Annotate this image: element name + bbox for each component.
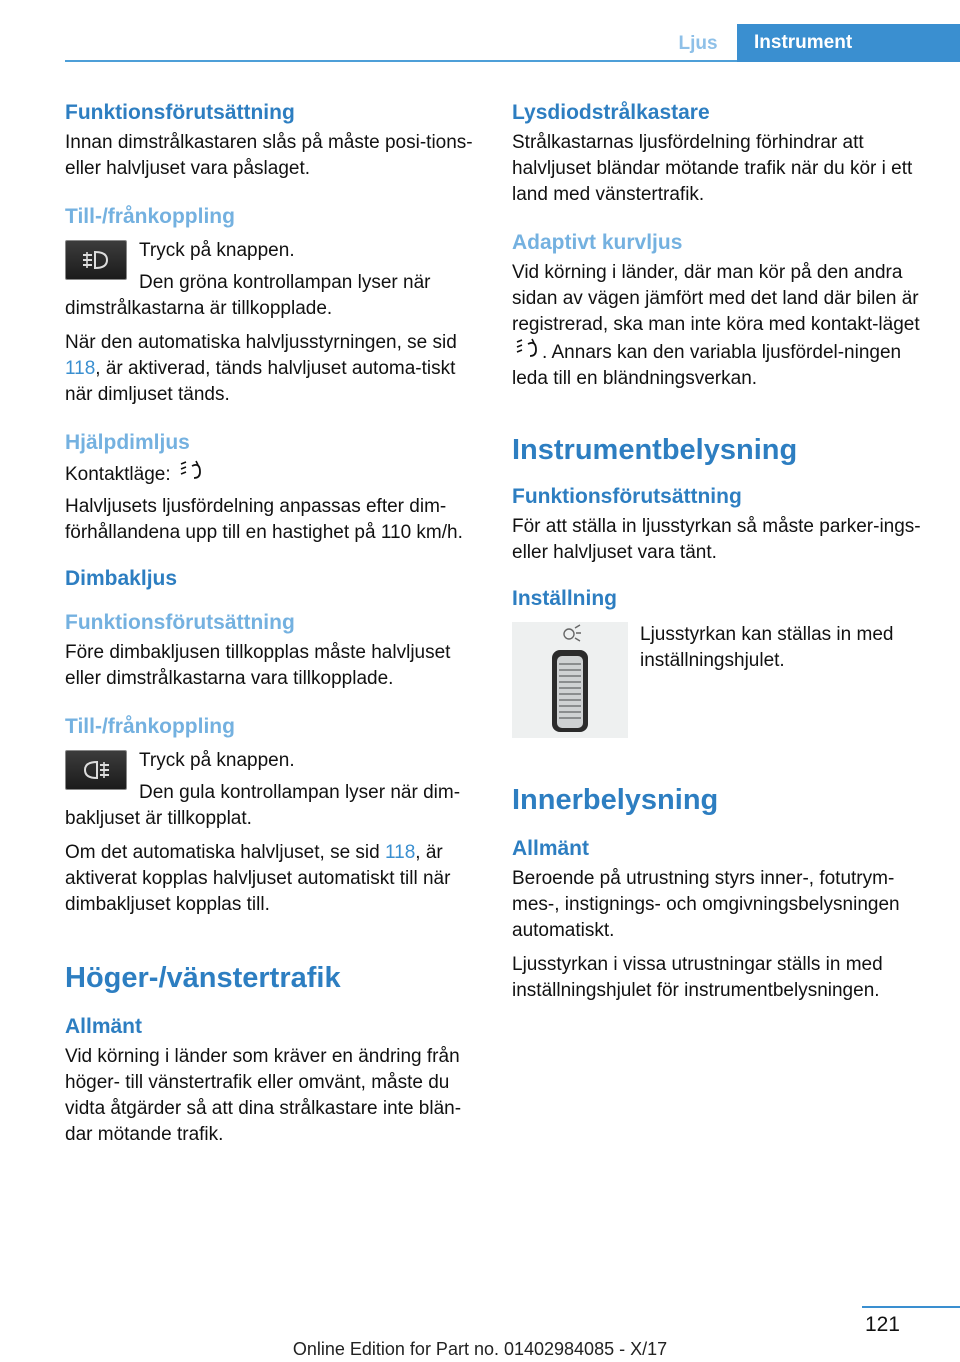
section-title: Allmänt [65,1015,143,1038]
section-title: Till-/frånkoppling [65,205,235,228]
page-number: 121 [864,1313,900,1336]
ignition-position-icon [176,460,206,488]
paragraph: När den automatiska halvljusstyrningen, se sid 118, är aktiverad, tänds halvljuset automa-tiskt när dimljuset tänds. [65,332,457,405]
page-link[interactable]: 118 [65,358,96,379]
chapter-heading: Instrumentbelysning [512,434,798,466]
section-title: Dimbakljus [65,567,178,590]
edition-footer: Online Edition for Part no. 01402984085 - X/17 [292,1339,668,1359]
tab-chapter[interactable]: Instrument [737,24,960,62]
section-title: Funktionsförutsättning [512,485,742,508]
dimmer-wheel-image [512,622,628,738]
section-title: Funktionsförutsättning [65,611,295,634]
section-title: Till-/frånkoppling [65,715,235,738]
front-fog-block [65,238,485,322]
paragraph: Den gröna kontrollampan lyser när dimstrålkastarna är tillkopplade. [65,272,431,319]
paragraph: Beroende på utrustning styrs inner-, fotutrym-mes-, instignings- och omgivningsbelysningen automatiskt. [512,868,900,941]
section-title: Inställning [512,587,617,610]
chapter-heading: Innerbelysning [512,784,719,816]
left-column [65,100,485,1148]
paragraph: Den gula kontrollampan lyser när dim-bakljuset är tillkopplat. [65,782,461,829]
paragraph: Strålkastarnas ljusfördelning förhindrar att halvljuset bländar mötande trafik när du kör i ett land med vänstertrafik. [512,132,913,205]
paragraph: Ljusstyrkan i vissa utrustningar ställs in med inställningshjulet för instrumentbelysningen. [512,954,883,1001]
paragraph: Före dimbakljusen tillkopplas måste halvljuset eller dimstrålkastarna vara tillkopplade. [65,642,451,689]
paragraph: Innan dimstrålkastaren slås på måste posi-tions- eller halvljuset vara påslaget. [65,132,473,179]
paragraph: Ljusstyrkan kan ställas in med inställningshjulet. [640,624,894,671]
page-link[interactable]: 118 [384,842,416,863]
right-column [512,100,932,1004]
paragraph: För att ställa in ljusstyrkan så måste parker-ings- eller halvljuset vara tänt. [512,516,921,563]
tab-section[interactable]: Ljus [678,33,718,54]
section-title: Funktionsförutsättning [65,101,295,124]
section-title: Allmänt [512,837,590,860]
paragraph: Kontaktläge: [65,460,485,488]
chapter-heading: Höger-/vänstertrafik [65,962,341,994]
ignition-position-icon [512,338,542,366]
dimmer-block [512,622,932,674]
section-title: Hjälpdimljus [65,431,190,454]
paragraph: Om det automatiska halvljuset, se sid 118, är aktiverat kopplas halvljuset automatiskt till när dimbakljuset kopplas till. [65,842,451,915]
rear-fog-button-icon [65,750,127,790]
section-title: Adaptivt kurvljus [512,231,683,254]
paragraph: Tryck på knappen. [139,750,295,771]
paragraph: Tryck på knappen. [139,240,295,261]
footer-rule [862,1306,960,1308]
front-fog-button-icon [65,240,127,280]
paragraph: Vid körning i länder, där man kör på den andra sidan av vägen jämfört med det land där bilen är registrerad, ska man inte köra med kontakt-läget . Annars kan den variabla ljusfördel-ningen leda till en bländningsverkan. [512,262,920,389]
rear-fog-block [65,748,485,832]
paragraph: Halvljusets ljusfördelning anpassas efter dim-förhållandena upp till en hastighet på 110 km/h. [65,496,463,543]
paragraph: Vid körning i länder som kräver en ändring från höger- till vänstertrafik eller omvänt, måste du vidta åtgärder så att dina strålkastare inte blän-dar mötande trafik. [65,1046,462,1145]
section-title: Lysdiodstrålkastare [512,101,710,124]
